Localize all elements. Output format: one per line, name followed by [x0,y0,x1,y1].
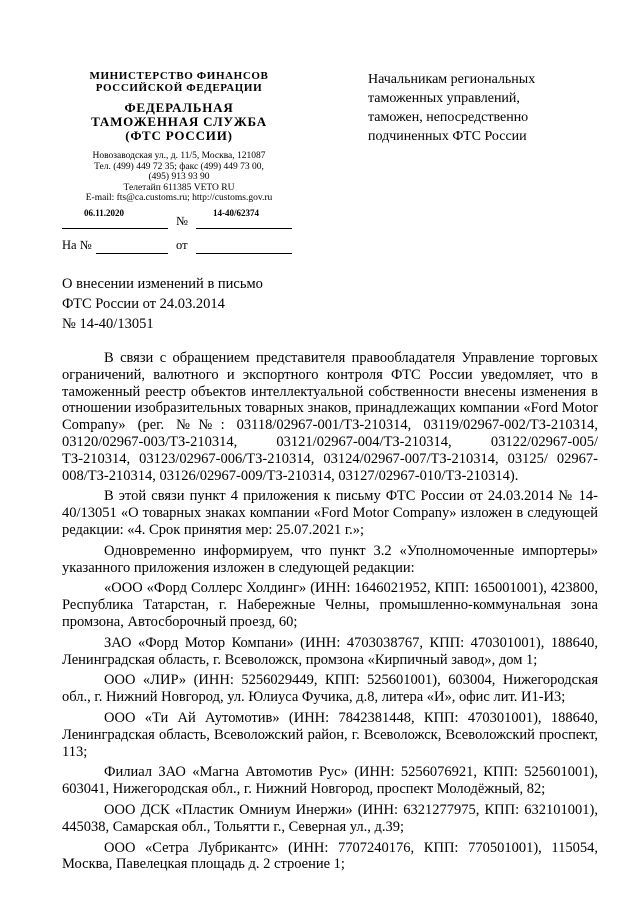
paragraph-5: ЗАО «Форд Мотор Компани» (ИНН: 4703038767, КПП: 470301001), 188640, Ленинградская область, г. Всеволожск, промзона «Кирпичный завод», дом 1; [62,634,598,668]
registration-number: 14-40/62374 [213,208,259,218]
ministry-line-2: РОССИЙСКОЙ ФЕДЕРАЦИИ [95,82,263,94]
recipient-line-2: таможенных управлений, [368,91,520,106]
recipient-line-1: Начальникам региональных [368,72,536,87]
recipient [368,70,608,146]
ministry-name [60,70,298,94]
subject-line-1: О внесении изменений в письмо [62,276,263,292]
teletype: Телетайп 611385 VETO RU [123,182,235,193]
letter-body [62,350,598,877]
paragraph-9: ООО ДСК «Пластик Омниум Инержи» (ИНН: 6321277975, КПП: 632101001), 445038, Самарская обл., Тольятти г., Северная ул., д.39; [62,801,598,835]
number-underline [196,228,292,229]
na-label: На № [62,238,92,252]
service-line-3: (ФТС РОССИИ) [125,128,233,143]
address: Новозаводская ул., д. 11/5, Москва, 121087 [92,151,266,161]
letterhead [60,70,298,204]
email: E-mail: fts@ca.customs.ru; http://customs.gov.ru [85,193,273,203]
number-sign: № [176,214,188,228]
paragraph-2: В этой связи пункт 4 приложения к письму ФТС России от 24.03.2014 № 14-40/13051 «О товарных знаках компании «Ford Motor Company» изложен в следующей редакции: «4. Срок принятия мер: 25.07.2021 г.»; [62,488,598,538]
service-line-1: ФЕДЕРАЛЬНАЯ [124,100,234,115]
service-line-2: ТАМОЖЕННАЯ СЛУЖБА [91,114,267,129]
subject-line-2: ФТС России от 24.03.2014 [62,296,225,312]
service-name [60,101,298,143]
contacts [60,151,298,204]
ministry-line-1: МИНИСТЕРСТВО ФИНАНСОВ [89,70,269,82]
na-underline [96,253,168,254]
date-underline [62,228,168,229]
paragraph-1: В связи с обращением представителя правообладателя Управление торговых ограничений, валютного и экспортного контроля ФТС России уведомляет, что в таможенный реестр объектов интеллектуальной собственности внесены изменения в отношении изобразительных товарных знаков, принадлежащих компании «Ford Motor Company» (рег. №№: 03118/02967-001/ТЗ-210314, 03119/02967-002/ТЗ-210314, 03120/02967-003/ТЗ-210314, 03121/02967-004/ТЗ-210314, 03122/02967-005/ ТЗ-210314, 03123/02967-006/ТЗ-210314, 03124/02967-007/ТЗ-210314, 03125/ 02967-008/ТЗ-210314, 03126/02967-009/ТЗ-210314, 03127/02967-010/ТЗ-210314). [62,350,598,484]
paragraph-3: Одновременно информируем, что пункт 3.2 «Уполномоченные импортеры» указанного приложения изложен в следующей редакции: [62,542,598,576]
phone: Тел. (499) 449 72 35; факс (499) 449 73 00, [94,161,264,172]
recipient-line-3: таможен, непосредственно [368,110,529,125]
subject-line-3: № 14-40/13051 [62,316,154,332]
paragraph-10: ООО «Сетра Лубрикантс» (ИНН: 7707240176, КПП: 770501001), 115054, Москва, Павелецкая площадь д. 2 строение 1; [62,839,598,873]
phone-2: (495) 913 93 90 [148,172,210,182]
subject [62,274,263,334]
ot-underline [196,253,292,254]
paragraph-7: ООО «Ти Ай Аутомотив» (ИНН: 7842381448, КПП: 470301001), 188640, Ленинградская область, Всеволожский район, г. Всеволожск, Всеволожский проспект, 113; [62,709,598,760]
paragraph-6: ООО «ЛИР» (ИНН: 5256029449, КПП: 525601001), 603004, Нижегородская обл., г. Нижний Новгород, ул. Юлиуса Фучика, д.8, литера «И», офис лит. И1-И3; [62,672,598,706]
paragraph-4: «ООО «Форд Соллерс Холдинг» (ИНН: 1646021952, КПП: 165001001), 423800, Республика Татарстан, г. Набережные Челны, промышленно-коммунальная зона промзона, Автосборочный проезд, 60; [62,580,598,630]
recipient-line-4: подчиненных ФТС России [368,129,527,144]
registration-date: 06.11.2020 [84,208,125,218]
paragraph-8: Филиал ЗАО «Магна Автомотив Рус» (ИНН: 5256076921, КПП: 525601001), 603041, Нижегородская обл., г. Нижний Новгород, проспект Молодёжный, 82; [62,764,598,798]
ot-label: от [176,238,188,252]
